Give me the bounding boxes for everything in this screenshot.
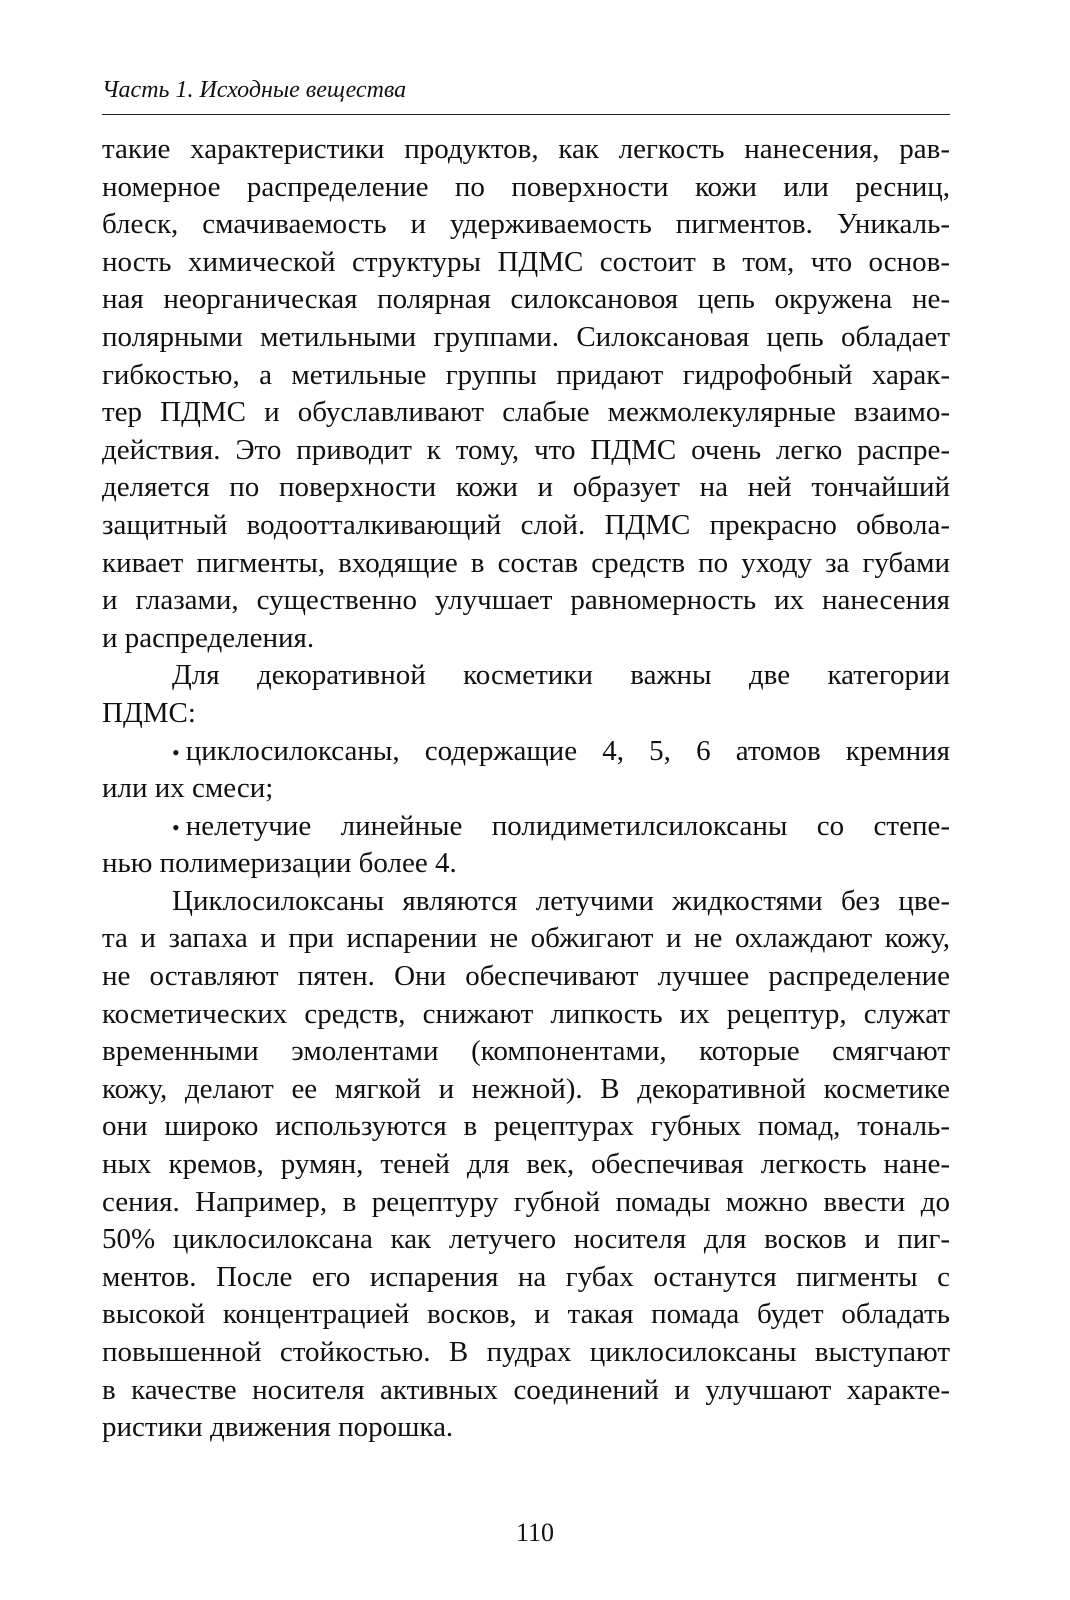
text-line: повышенной стойкостью. В пудрах циклосилоксаны выступают bbox=[102, 1336, 950, 1368]
bullet-icon: • bbox=[172, 739, 180, 765]
text-line: кожу, делают ее мягкой и нежной). В декоративной косметике bbox=[102, 1072, 950, 1105]
text-line: ная неорганическая полярная силоксановоя цепь окружена не- bbox=[102, 283, 950, 316]
bullet-text: циклосилоксаны, содержащие 4, 5, 6 атомов кремния bbox=[185, 734, 950, 767]
text-line: номерное распределение по поверхности кожи или ресниц, bbox=[102, 170, 950, 203]
text-line: сения. Например, в рецептуру губной помады можно ввести до bbox=[102, 1185, 950, 1218]
text-line: высокой концентрацией восков, и такая помада будет обладать bbox=[102, 1298, 950, 1331]
text-line: в качестве носителя активных соединений и улучшают характе- bbox=[102, 1373, 950, 1406]
text-line: гибкостью, а метильные группы придают гидрофобный харак- bbox=[102, 358, 950, 391]
list-item bbox=[102, 808, 950, 883]
bullet-text: нелетучие линейные полидиметилсилоксаны со степе- bbox=[185, 809, 950, 842]
text-line: действия. Это приводит к тому, что ПДМС очень легко распре- bbox=[102, 433, 950, 466]
paragraph bbox=[102, 883, 950, 1447]
text-line: ристики движения порошка. bbox=[102, 1411, 454, 1444]
text-line: блеск, смачиваемость и удерживаемость пигментов. Уникаль- bbox=[102, 208, 950, 241]
text-line: ПДМС: bbox=[102, 696, 196, 729]
running-title: Часть 1. Исходные вещества bbox=[102, 77, 407, 103]
text-line: та и запаха и при испарении не обжигают и не охлаждают кожу, bbox=[102, 922, 950, 955]
paragraph bbox=[102, 131, 950, 657]
text-line: или их смеси; bbox=[102, 772, 274, 805]
text-line: ментов. После его испарения на губах останутся пигменты с bbox=[102, 1260, 950, 1293]
text-line: и глазами, существенно улучшает равномерность их нанесения bbox=[102, 584, 950, 617]
text-line: защитный водоотталкивающий слой. ПДМС прекрасно обвола- bbox=[102, 508, 950, 541]
text-line: Для декоративной косметики важны две категории bbox=[172, 659, 950, 692]
text-line: косметических средств, снижают липкость их рецептур, служат bbox=[102, 997, 950, 1030]
page-number: 110 bbox=[515, 1518, 555, 1547]
text-line: и распределения. bbox=[102, 621, 315, 654]
text-line: ность химической структуры ПДМС состоит в том, что основ- bbox=[102, 245, 950, 278]
text-line bbox=[102, 733, 950, 771]
text-line bbox=[102, 808, 950, 846]
text-line: не оставляют пятен. Они обеспечивают лучшее распределение bbox=[102, 960, 950, 993]
text-line: деляется по поверхности кожи и образует на ней тончайший bbox=[102, 471, 950, 504]
list-item bbox=[102, 733, 950, 808]
page-body bbox=[102, 131, 950, 1447]
text-line: они широко используются в рецептурах губных помад, тональ- bbox=[102, 1110, 950, 1143]
text-line: временными эмолентами (компонентами, которые смягчают bbox=[102, 1035, 950, 1068]
paragraph bbox=[102, 657, 950, 732]
text-line: такие характеристики продуктов, как легкость нанесения, рав- bbox=[102, 133, 950, 165]
text-line: тер ПДМС и обуславливают слабые межмолекулярные взаимо- bbox=[102, 396, 950, 429]
text-line: кивает пигменты, входящие в состав средств по уходу за губами bbox=[102, 546, 950, 579]
text-line: нью полимеризации более 4. bbox=[102, 847, 457, 880]
bullet-icon: • bbox=[172, 814, 180, 840]
text-line: полярными метильными группами. Силоксановая цепь обладает bbox=[102, 320, 950, 353]
text-line: Циклосилоксаны являются летучими жидкостями без цве- bbox=[172, 884, 950, 917]
text-line: 50% циклосилоксана как летучего носителя для восков и пиг- bbox=[102, 1223, 950, 1256]
running-header bbox=[102, 72, 950, 115]
text-line: ных кремов, румян, теней для век, обеспечивая легкость нане- bbox=[102, 1148, 950, 1181]
